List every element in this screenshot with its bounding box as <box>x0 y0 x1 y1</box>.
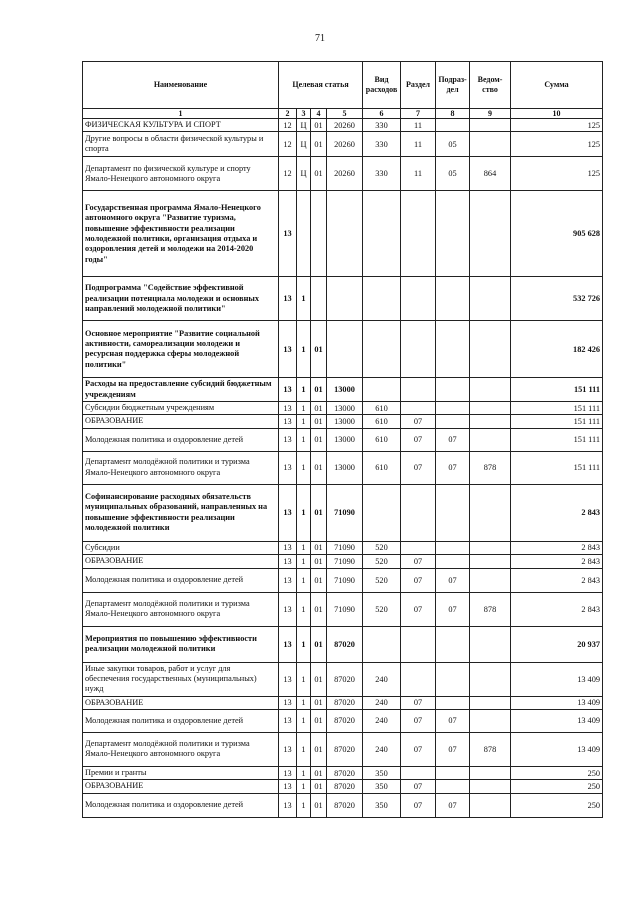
subsection: 07 <box>436 428 470 451</box>
section: 07 <box>401 709 436 732</box>
subsection <box>436 555 470 568</box>
target-code-2: 1 <box>297 626 311 662</box>
target-code-1: 13 <box>279 402 297 415</box>
column-numbers-row <box>83 109 603 119</box>
department <box>470 415 511 428</box>
department <box>470 780 511 793</box>
subsection <box>436 277 470 321</box>
amount: 151 111 <box>511 428 603 451</box>
target-code-3: 01 <box>311 321 327 378</box>
amount: 2 843 <box>511 592 603 626</box>
expense-type: 350 <box>363 766 401 779</box>
table-row <box>83 793 603 817</box>
table-row <box>83 541 603 554</box>
column-number: 8 <box>436 109 470 119</box>
section <box>401 402 436 415</box>
subsection <box>436 484 470 541</box>
row-name: ОБРАЗОВАНИЕ <box>83 696 279 709</box>
column-number: 2 <box>279 109 297 119</box>
section <box>401 378 436 402</box>
target-code-1: 13 <box>279 451 297 484</box>
table-row <box>83 592 603 626</box>
target-code-4: 87020 <box>327 732 363 766</box>
table-row <box>83 451 603 484</box>
section: 07 <box>401 592 436 626</box>
target-code-1: 13 <box>279 793 297 817</box>
amount: 151 111 <box>511 378 603 402</box>
target-code-3: 01 <box>311 592 327 626</box>
expense-type: 330 <box>363 132 401 157</box>
subsection <box>436 191 470 277</box>
target-code-1: 13 <box>279 415 297 428</box>
table-row <box>83 119 603 132</box>
target-code-4: 87020 <box>327 780 363 793</box>
target-code-2: 1 <box>297 451 311 484</box>
target-code-1: 12 <box>279 157 297 191</box>
subsection <box>436 626 470 662</box>
expense-type <box>363 277 401 321</box>
target-code-1: 13 <box>279 766 297 779</box>
target-code-4: 13000 <box>327 428 363 451</box>
target-code-4: 87020 <box>327 626 363 662</box>
amount: 2 843 <box>511 541 603 554</box>
target-code-2: 1 <box>297 415 311 428</box>
expense-type <box>363 378 401 402</box>
row-name: Субсидии <box>83 541 279 554</box>
department <box>470 555 511 568</box>
row-name: Мероприятия по повышению эффективности реализации молодежной политики <box>83 626 279 662</box>
department <box>470 541 511 554</box>
section <box>401 541 436 554</box>
row-name: Департамент по физической культуре и спорту Ямало-Ненецкого автономного округа <box>83 157 279 191</box>
expense-type: 240 <box>363 709 401 732</box>
header-target: Целевая статья <box>279 62 363 109</box>
target-code-4: 71090 <box>327 541 363 554</box>
header-vid: Вид расходов <box>363 62 401 109</box>
target-code-4: 87020 <box>327 696 363 709</box>
amount: 125 <box>511 119 603 132</box>
amount: 2 843 <box>511 568 603 592</box>
target-code-4: 20260 <box>327 119 363 132</box>
department <box>470 484 511 541</box>
target-code-1: 13 <box>279 662 297 696</box>
target-code-1: 12 <box>279 119 297 132</box>
expense-type: 350 <box>363 780 401 793</box>
target-code-4: 71090 <box>327 592 363 626</box>
target-code-4: 71090 <box>327 555 363 568</box>
amount: 20 937 <box>511 626 603 662</box>
section: 07 <box>401 568 436 592</box>
section: 07 <box>401 555 436 568</box>
target-code-4: 20260 <box>327 132 363 157</box>
target-code-4 <box>327 277 363 321</box>
target-code-2: 1 <box>297 662 311 696</box>
target-code-4: 13000 <box>327 378 363 402</box>
department: 878 <box>470 732 511 766</box>
header-podrazdel: Подраз-дел <box>436 62 470 109</box>
target-code-1: 13 <box>279 592 297 626</box>
section: 11 <box>401 119 436 132</box>
column-number: 3 <box>297 109 311 119</box>
section: 07 <box>401 793 436 817</box>
department <box>470 132 511 157</box>
table-row <box>83 696 603 709</box>
target-code-3: 01 <box>311 732 327 766</box>
amount: 13 409 <box>511 709 603 732</box>
target-code-1: 13 <box>279 428 297 451</box>
department <box>470 119 511 132</box>
section: 07 <box>401 415 436 428</box>
row-name: Иные закупки товаров, работ и услуг для обеспечения государственных (муниципальных) нужд <box>83 662 279 696</box>
department: 878 <box>470 592 511 626</box>
target-code-1: 13 <box>279 709 297 732</box>
amount: 151 111 <box>511 402 603 415</box>
target-code-1: 13 <box>279 780 297 793</box>
subsection: 05 <box>436 132 470 157</box>
table-row <box>83 277 603 321</box>
target-code-3: 01 <box>311 378 327 402</box>
row-name: Основное мероприятие "Развитие социальной активности, самореализации молодежи и ресурсная поддержка сферы молодежной политики" <box>83 321 279 378</box>
table-row <box>83 709 603 732</box>
target-code-1: 13 <box>279 732 297 766</box>
department <box>470 428 511 451</box>
subsection <box>436 119 470 132</box>
expense-type <box>363 484 401 541</box>
subsection: 07 <box>436 793 470 817</box>
amount: 13 409 <box>511 696 603 709</box>
target-code-2: 1 <box>297 321 311 378</box>
table-row <box>83 415 603 428</box>
target-code-4 <box>327 321 363 378</box>
row-name: Премии и гранты <box>83 766 279 779</box>
target-code-2: 1 <box>297 793 311 817</box>
department: 878 <box>470 451 511 484</box>
department <box>470 402 511 415</box>
budget-table <box>82 61 603 818</box>
target-code-2: 1 <box>297 484 311 541</box>
table-row <box>83 132 603 157</box>
department <box>470 626 511 662</box>
section <box>401 484 436 541</box>
target-code-4: 87020 <box>327 793 363 817</box>
target-code-1: 13 <box>279 321 297 378</box>
section <box>401 766 436 779</box>
target-code-1: 13 <box>279 484 297 541</box>
section <box>401 321 436 378</box>
section: 07 <box>401 696 436 709</box>
target-code-3: 01 <box>311 541 327 554</box>
section: 07 <box>401 451 436 484</box>
target-code-2: 1 <box>297 780 311 793</box>
column-number: 5 <box>327 109 363 119</box>
header-vedom: Ведом-ство <box>470 62 511 109</box>
row-name: Департамент молодёжной политики и туризма Ямало-Ненецкого автономного округа <box>83 732 279 766</box>
department <box>470 277 511 321</box>
department <box>470 793 511 817</box>
target-code-1: 13 <box>279 568 297 592</box>
column-number: 6 <box>363 109 401 119</box>
target-code-4: 13000 <box>327 415 363 428</box>
header-summa: Сумма <box>511 62 603 109</box>
expense-type: 240 <box>363 662 401 696</box>
subsection <box>436 415 470 428</box>
department <box>470 662 511 696</box>
expense-type: 520 <box>363 555 401 568</box>
row-name: Молодежная политика и оздоровление детей <box>83 428 279 451</box>
row-name: Департамент молодёжной политики и туризма Ямало-Ненецкого автономного округа <box>83 451 279 484</box>
expense-type: 240 <box>363 732 401 766</box>
table-row <box>83 428 603 451</box>
row-name: Субсидии бюджетным учреждениям <box>83 402 279 415</box>
target-code-4 <box>327 191 363 277</box>
section <box>401 662 436 696</box>
table-row <box>83 378 603 402</box>
amount: 13 409 <box>511 732 603 766</box>
target-code-3: 01 <box>311 662 327 696</box>
target-code-3: 01 <box>311 428 327 451</box>
target-code-2: 1 <box>297 378 311 402</box>
amount: 13 409 <box>511 662 603 696</box>
target-code-2: Ц <box>297 132 311 157</box>
target-code-4: 87020 <box>327 709 363 732</box>
column-number: 1 <box>83 109 279 119</box>
subsection: 07 <box>436 592 470 626</box>
target-code-2: 1 <box>297 541 311 554</box>
target-code-1: 13 <box>279 696 297 709</box>
row-name: ОБРАЗОВАНИЕ <box>83 415 279 428</box>
target-code-3: 01 <box>311 696 327 709</box>
target-code-3: 01 <box>311 766 327 779</box>
row-name: Молодежная политика и оздоровление детей <box>83 709 279 732</box>
section <box>401 626 436 662</box>
department: 864 <box>470 157 511 191</box>
target-code-2: 1 <box>297 555 311 568</box>
target-code-1: 13 <box>279 555 297 568</box>
target-code-3: 01 <box>311 793 327 817</box>
subsection <box>436 662 470 696</box>
amount: 125 <box>511 157 603 191</box>
row-name: Другие вопросы в области физической культуры и спорта <box>83 132 279 157</box>
subsection: 07 <box>436 568 470 592</box>
header-name: Наименование <box>83 62 279 109</box>
target-code-1: 13 <box>279 277 297 321</box>
section: 11 <box>401 132 436 157</box>
subsection <box>436 402 470 415</box>
column-number: 7 <box>401 109 436 119</box>
department <box>470 378 511 402</box>
expense-type <box>363 191 401 277</box>
table-row <box>83 626 603 662</box>
department <box>470 696 511 709</box>
target-code-3: 01 <box>311 484 327 541</box>
column-number: 9 <box>470 109 511 119</box>
target-code-4: 71090 <box>327 568 363 592</box>
target-code-4: 71090 <box>327 484 363 541</box>
target-code-3: 01 <box>311 709 327 732</box>
row-name: Расходы на предоставление субсидий бюджетным учреждениям <box>83 378 279 402</box>
header-razdel: Раздел <box>401 62 436 109</box>
table-row <box>83 780 603 793</box>
subsection: 07 <box>436 451 470 484</box>
target-code-2: 1 <box>297 732 311 766</box>
subsection: 05 <box>436 157 470 191</box>
subsection <box>436 766 470 779</box>
expense-type: 520 <box>363 568 401 592</box>
row-name: ОБРАЗОВАНИЕ <box>83 780 279 793</box>
expense-type: 610 <box>363 428 401 451</box>
target-code-1: 13 <box>279 541 297 554</box>
amount: 905 628 <box>511 191 603 277</box>
expense-type <box>363 626 401 662</box>
table-row <box>83 484 603 541</box>
expense-type: 610 <box>363 415 401 428</box>
amount: 250 <box>511 766 603 779</box>
row-name: Молодежная политика и оздоровление детей <box>83 568 279 592</box>
target-code-4: 87020 <box>327 662 363 696</box>
table-row <box>83 191 603 277</box>
target-code-1: 13 <box>279 191 297 277</box>
table-row <box>83 766 603 779</box>
target-code-3: 01 <box>311 119 327 132</box>
section: 07 <box>401 428 436 451</box>
row-name: Софинансирование расходных обязательств муниципальных образований, направленных на повышение эффективности реализации молодежной политики <box>83 484 279 541</box>
section: 07 <box>401 780 436 793</box>
target-code-2: 1 <box>297 402 311 415</box>
target-code-2: Ц <box>297 157 311 191</box>
table-row <box>83 662 603 696</box>
subsection <box>436 541 470 554</box>
target-code-3: 01 <box>311 415 327 428</box>
table-row <box>83 402 603 415</box>
target-code-4: 13000 <box>327 451 363 484</box>
subsection <box>436 321 470 378</box>
expense-type: 350 <box>363 793 401 817</box>
expense-type: 520 <box>363 541 401 554</box>
department <box>470 568 511 592</box>
amount: 2 843 <box>511 484 603 541</box>
row-name: Подпрограмма "Содействие эффективной реализации потенциала молодежи и основных направлений молодежной политики" <box>83 277 279 321</box>
section <box>401 277 436 321</box>
header-row <box>83 62 603 109</box>
target-code-3: 01 <box>311 568 327 592</box>
department <box>470 709 511 732</box>
target-code-1: 13 <box>279 378 297 402</box>
target-code-1: 13 <box>279 626 297 662</box>
row-name: Государственная программа Ямало-Ненецкого автономного округа "Развитие туризма, повышение эффективности реализации молодежной политики, организация отдыха и оздоровления детей и молодежи на 2014-2020 годы" <box>83 191 279 277</box>
expense-type: 610 <box>363 402 401 415</box>
amount: 151 111 <box>511 451 603 484</box>
target-code-3: 01 <box>311 132 327 157</box>
target-code-4: 13000 <box>327 402 363 415</box>
target-code-2: 1 <box>297 277 311 321</box>
amount: 182 426 <box>511 321 603 378</box>
column-number: 4 <box>311 109 327 119</box>
table-row <box>83 732 603 766</box>
target-code-2: 1 <box>297 696 311 709</box>
department <box>470 321 511 378</box>
department <box>470 191 511 277</box>
amount: 250 <box>511 793 603 817</box>
target-code-3: 01 <box>311 451 327 484</box>
target-code-2: 1 <box>297 428 311 451</box>
row-name: ФИЗИЧЕСКАЯ КУЛЬТУРА И СПОРТ <box>83 119 279 132</box>
target-code-3 <box>311 277 327 321</box>
target-code-2: 1 <box>297 709 311 732</box>
department <box>470 766 511 779</box>
amount: 250 <box>511 780 603 793</box>
expense-type: 240 <box>363 696 401 709</box>
target-code-4: 87020 <box>327 766 363 779</box>
expense-type: 330 <box>363 119 401 132</box>
section: 11 <box>401 157 436 191</box>
section: 07 <box>401 732 436 766</box>
target-code-1: 12 <box>279 132 297 157</box>
column-number: 10 <box>511 109 603 119</box>
row-name: Департамент молодёжной политики и туризма Ямало-Ненецкого автономного округа <box>83 592 279 626</box>
expense-type <box>363 321 401 378</box>
target-code-2 <box>297 191 311 277</box>
table-row <box>83 568 603 592</box>
subsection: 07 <box>436 709 470 732</box>
target-code-3: 01 <box>311 626 327 662</box>
row-name: ОБРАЗОВАНИЕ <box>83 555 279 568</box>
amount: 125 <box>511 132 603 157</box>
row-name: Молодежная политика и оздоровление детей <box>83 793 279 817</box>
amount: 151 111 <box>511 415 603 428</box>
subsection <box>436 696 470 709</box>
section <box>401 191 436 277</box>
expense-type: 610 <box>363 451 401 484</box>
target-code-3: 01 <box>311 157 327 191</box>
target-code-4: 20260 <box>327 157 363 191</box>
expense-type: 520 <box>363 592 401 626</box>
target-code-2: 1 <box>297 766 311 779</box>
target-code-3: 01 <box>311 555 327 568</box>
target-code-3: 01 <box>311 402 327 415</box>
target-code-2: 1 <box>297 592 311 626</box>
page-number: 71 <box>315 33 325 44</box>
target-code-3: 01 <box>311 780 327 793</box>
subsection <box>436 780 470 793</box>
amount: 532 726 <box>511 277 603 321</box>
table-row <box>83 555 603 568</box>
table-row <box>83 321 603 378</box>
table-row <box>83 157 603 191</box>
table-body <box>83 119 603 818</box>
amount: 2 843 <box>511 555 603 568</box>
target-code-2: 1 <box>297 568 311 592</box>
subsection: 07 <box>436 732 470 766</box>
target-code-2: Ц <box>297 119 311 132</box>
subsection <box>436 378 470 402</box>
expense-type: 330 <box>363 157 401 191</box>
target-code-3 <box>311 191 327 277</box>
